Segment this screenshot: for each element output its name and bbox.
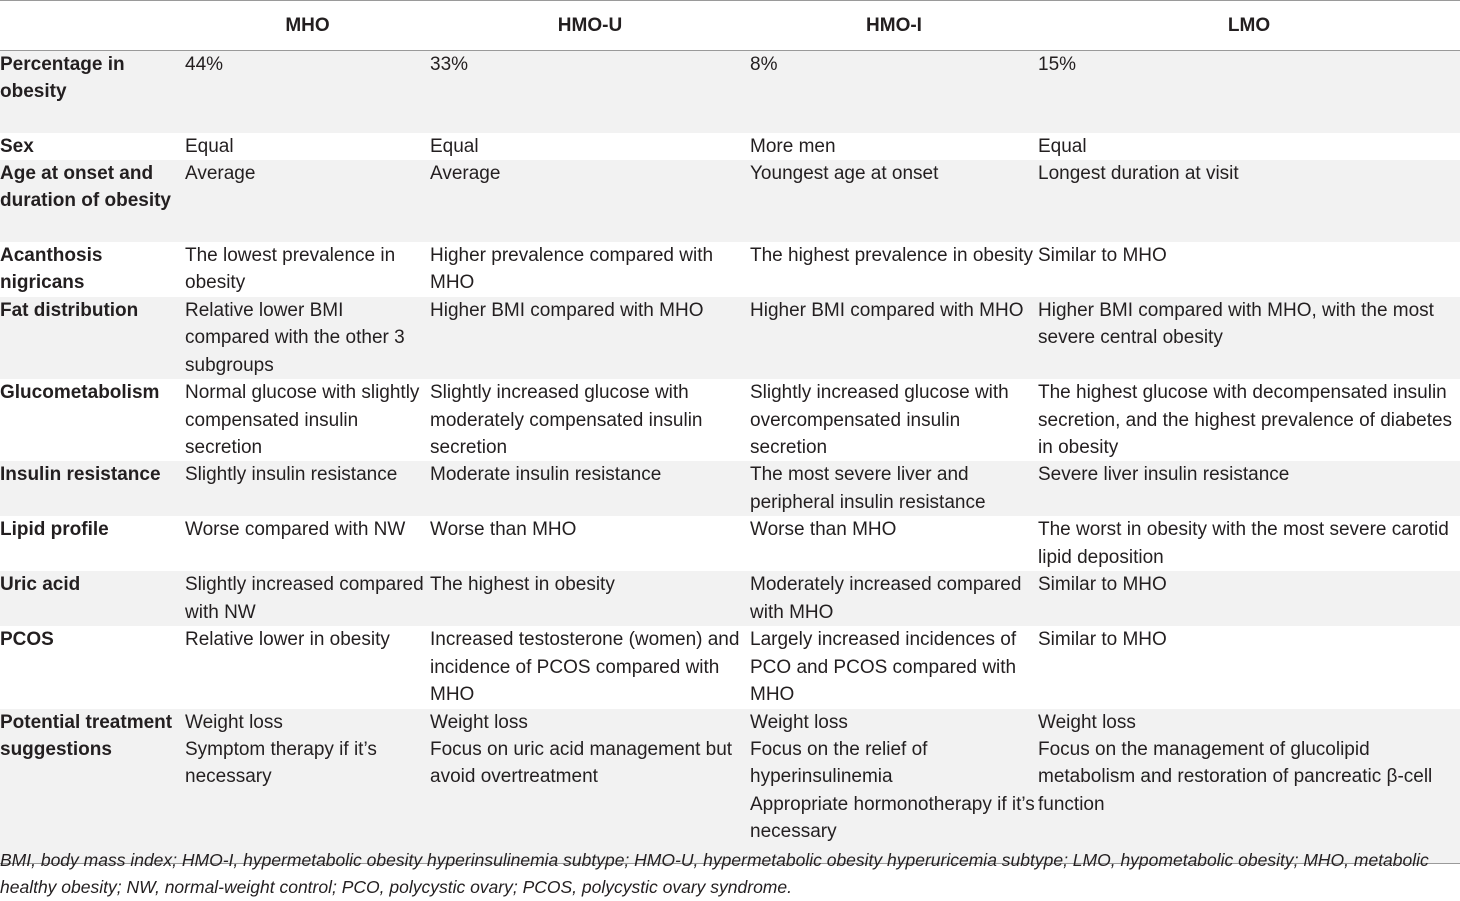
- table-cell: [750, 626, 1038, 708]
- cell-text-line: Weight loss: [185, 711, 283, 733]
- table-cell: [1038, 709, 1460, 864]
- table-cell: [1038, 516, 1460, 571]
- row-label: Sex: [0, 133, 185, 160]
- cell-text-line: Worse compared with NW: [185, 519, 406, 541]
- table-cell: [750, 297, 1038, 379]
- table-cell: [430, 297, 750, 379]
- table-cell: [1038, 571, 1460, 626]
- cell-text-line: The most severe liver and peripheral insulin resistance: [750, 464, 986, 513]
- header-cell-empty: [0, 1, 185, 51]
- cell-text-line: Weight loss: [750, 711, 848, 733]
- cell-text-line: Slightly increased glucose with overcompensated insulin secretion: [750, 382, 1009, 458]
- cell-text-line: Normal glucose with slightly compensated insulin secretion: [185, 382, 420, 458]
- table-row: [0, 516, 1460, 571]
- table-cell: [430, 516, 750, 571]
- table-cell: [1038, 626, 1460, 708]
- cell-text-line: Higher prevalence compared with MHO: [430, 244, 714, 294]
- table-cell: [185, 516, 430, 571]
- row-label: Fat distribution: [0, 297, 185, 379]
- cell-text-line: 44%: [185, 54, 224, 75]
- table-cell: [430, 242, 750, 297]
- row-label: Uric acid: [0, 571, 185, 626]
- cell-text-line: Equal: [1038, 135, 1087, 157]
- cell-text-line: Higher BMI compared with MHO: [750, 299, 1024, 321]
- row-label: Age at onset and duration of obesity: [0, 160, 185, 242]
- cell-text-line: Weight loss: [430, 711, 528, 733]
- table-cell: [430, 379, 750, 461]
- cell-text-line: Similar to MHO: [1038, 629, 1167, 651]
- cell-text-line: Focus on uric acid management but avoid overtreatment: [430, 738, 733, 788]
- table-cell: [185, 709, 430, 864]
- table-cell: [430, 461, 750, 516]
- cell-text-line: Moderate insulin resistance: [430, 464, 662, 486]
- table-row: [0, 160, 1460, 242]
- cell-text-line: Youngest age at onset: [750, 162, 939, 184]
- cell-text-line: The highest in obesity: [430, 574, 615, 596]
- table-cell: [430, 709, 750, 864]
- cell-text-line: Relative lower in obesity: [185, 629, 390, 651]
- table-cell: [185, 297, 430, 379]
- cell-text-line: Increased testosterone (women) and incidence of PCOS compared with MHO: [430, 629, 740, 706]
- header-cell-hmo-i: HMO-I: [750, 1, 1038, 51]
- table-cell: [185, 160, 430, 242]
- cell-text-line: Equal: [430, 135, 479, 157]
- header-cell-mho: MHO: [185, 1, 430, 51]
- table-cell: [430, 51, 750, 133]
- cell-text-line: Worse than MHO: [430, 519, 577, 541]
- table-cell: [185, 626, 430, 708]
- table-row: [0, 242, 1460, 297]
- cell-text-line: Worse than MHO: [750, 519, 897, 541]
- cell-text-line: Moderately increased compared with MHO: [750, 574, 1022, 623]
- table-cell: [1038, 133, 1460, 160]
- cell-text-line: Focus on the relief of hyperinsulinemia: [750, 738, 928, 788]
- cell-text-line: Higher BMI compared with MHO: [430, 299, 704, 321]
- row-label: PCOS: [0, 626, 185, 708]
- header-cell-lmo: LMO: [1038, 1, 1460, 51]
- table-header-row: [0, 1, 1460, 51]
- table-cell: [750, 461, 1038, 516]
- cell-text-line: Average: [430, 162, 501, 184]
- table-cell: [750, 516, 1038, 571]
- table-cell: [185, 461, 430, 516]
- table-cell: [1038, 297, 1460, 379]
- row-label: Insulin resistance: [0, 461, 185, 516]
- row-label: Percentage in obesity: [0, 51, 185, 133]
- cell-text-line: Focus on the management of glucolipid metabolism and restoration of pancreatic β-cell function: [1038, 738, 1433, 815]
- cell-text-line: Slightly increased glucose with moderately compensated insulin secretion: [430, 382, 703, 458]
- table-cell: [185, 379, 430, 461]
- cell-text-line: Weight loss: [1038, 711, 1136, 733]
- cell-text-line: Severe liver insulin resistance: [1038, 464, 1290, 486]
- row-label: Potential treatment suggestions: [0, 709, 185, 864]
- table-cell: [1038, 461, 1460, 516]
- table-row: [0, 571, 1460, 626]
- table-row: [0, 461, 1460, 516]
- cell-text-line: Slightly increased compared with NW: [185, 574, 424, 623]
- cell-text-line: Largely increased incidences of PCO and PCOS compared with MHO: [750, 629, 1017, 706]
- table-cell: [1038, 379, 1460, 461]
- cell-text-line: 8%: [750, 54, 778, 75]
- table-cell: [430, 133, 750, 160]
- table-cell: [185, 51, 430, 133]
- table-row: [0, 709, 1460, 864]
- table-cell: [430, 626, 750, 708]
- cell-text-line: Longest duration at visit: [1038, 162, 1239, 184]
- table-cell: [185, 133, 430, 160]
- table-cell: [750, 51, 1038, 133]
- row-label: Glucometabolism: [0, 379, 185, 461]
- table-cell: [185, 242, 430, 297]
- table-cell: [1038, 51, 1460, 133]
- table-cell: [750, 709, 1038, 864]
- cell-text-line: Higher BMI compared with MHO, with the most severe central obesity: [1038, 299, 1434, 349]
- cell-text-line: The highest prevalence in obesity: [750, 244, 1034, 266]
- table-row: [0, 626, 1460, 708]
- table-row: [0, 297, 1460, 379]
- table-cell: [750, 571, 1038, 626]
- table-row: [0, 51, 1460, 133]
- cell-text-line: 33%: [430, 54, 469, 75]
- table-cell: [1038, 242, 1460, 297]
- cell-text-line: Similar to MHO: [1038, 244, 1167, 266]
- table-cell: [430, 571, 750, 626]
- cell-text-line: Slightly insulin resistance: [185, 464, 398, 486]
- table-cell: [185, 571, 430, 626]
- table-cell: [750, 160, 1038, 242]
- cell-text-line: Average: [185, 162, 256, 184]
- table-row: [0, 133, 1460, 160]
- cell-text-line: More men: [750, 135, 836, 157]
- table-row: [0, 379, 1460, 461]
- table-cell: [750, 242, 1038, 297]
- header-cell-hmo-u: HMO-U: [430, 1, 750, 51]
- table-footnote: BMI, body mass index; HMO-I, hypermetabolic obesity hyperinsulinemia subtype; HMO-U, hypermetabolic obesity hyperuricemia subtype; LMO, hypometabolic obesity; MHO, metabolic healthy obesity; NW, normal-weight control; PCO, polycystic ovary; PCOS, polycystic ovary syndrome.: [0, 850, 1429, 897]
- cell-text-line: Similar to MHO: [1038, 574, 1167, 596]
- cell-text-line: Equal: [185, 135, 234, 157]
- row-label: Acanthosis nigricans: [0, 242, 185, 297]
- table-cell: [1038, 160, 1460, 242]
- cell-text-line: Appropriate hormonotherapy if it’s necessary: [750, 793, 1035, 843]
- cell-text-line: 15%: [1038, 54, 1077, 75]
- table-cell: [750, 379, 1038, 461]
- cell-text-line: The worst in obesity with the most severe carotid lipid deposition: [1038, 519, 1449, 568]
- table-cell: [430, 160, 750, 242]
- table-cell: [750, 133, 1038, 160]
- cell-text-line: The highest glucose with decompensated insulin secretion, and the highest prevalence of diabetes in obesity: [1038, 382, 1453, 458]
- cell-text-line: The lowest prevalence in obesity: [185, 244, 396, 294]
- cell-text-line: Symptom therapy if it’s necessary: [185, 738, 377, 788]
- cell-text-line: Relative lower BMI compared with the other 3 subgroups: [185, 299, 405, 376]
- row-label: Lipid profile: [0, 516, 185, 571]
